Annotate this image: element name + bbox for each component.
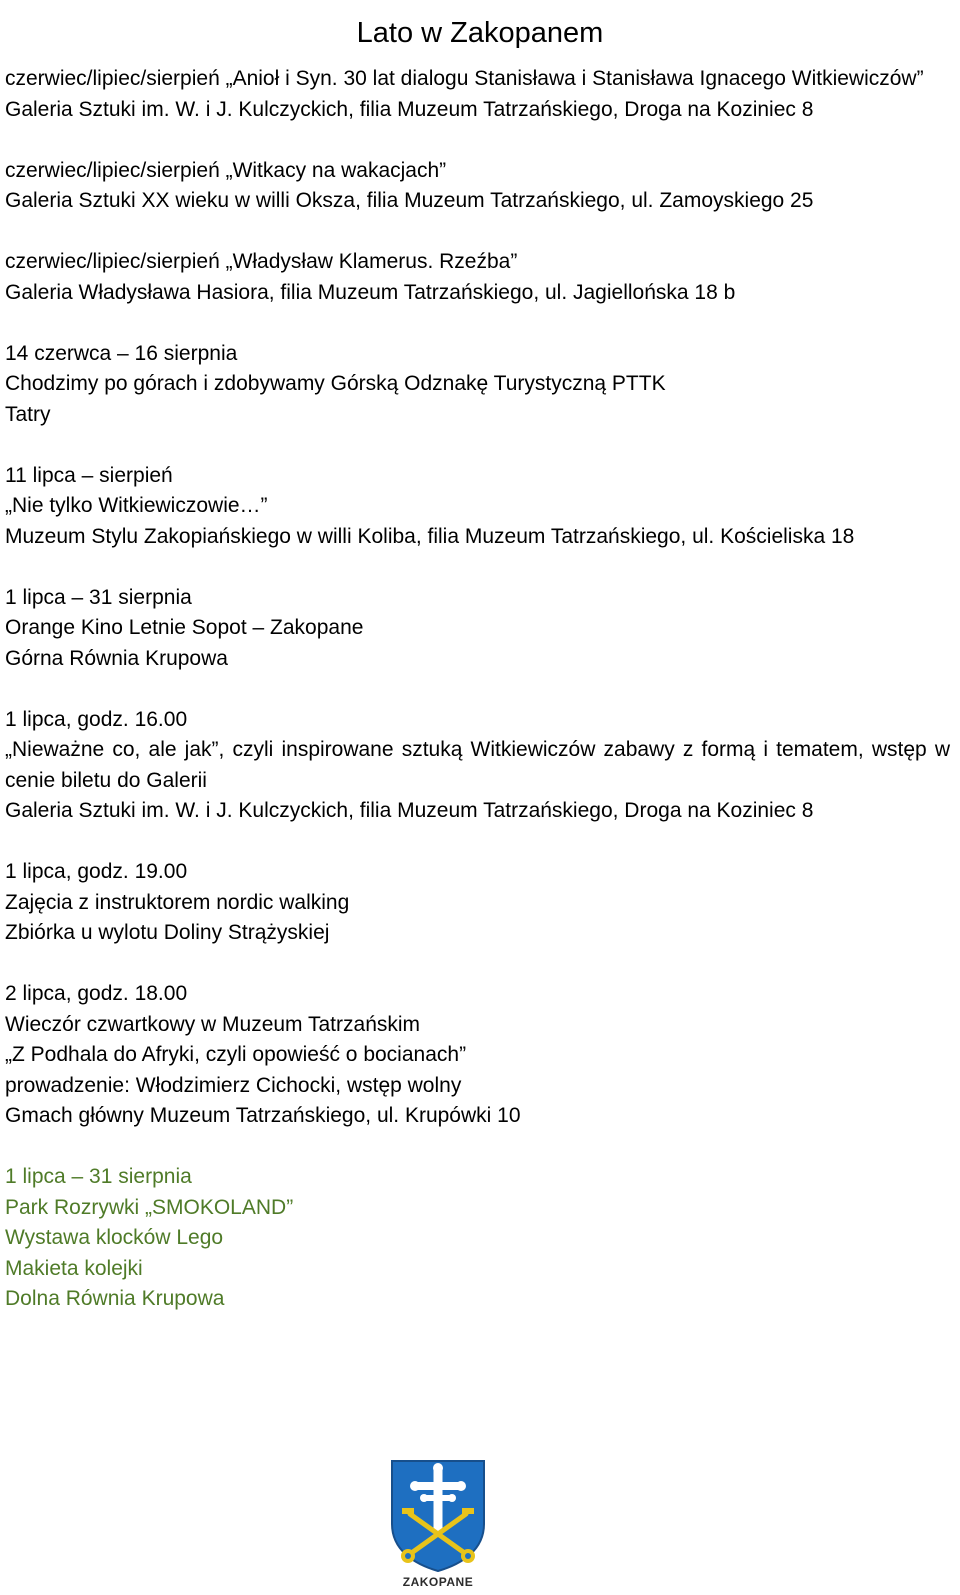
event-date: 1 lipca – 31 sierpnia [5,1165,192,1188]
event-item [5,857,950,949]
event-title: Orange Kino Letnie Sopot – Zakopane [5,616,364,639]
event-date: 1 lipca, godz. 19.00 [5,860,188,883]
zakopane-coat-of-arms-icon [386,1458,490,1572]
event-item [5,247,950,308]
event-item [5,64,950,125]
event-item [5,979,950,1132]
event-item [5,583,950,675]
event-venue: Galeria Władysława Hasiora, filia Muzeum Tatrzańskiego, ul. Jagiellońska 18 b [5,280,736,304]
event-venue: Tatry [5,402,51,426]
logo-caption: ZAKOPANE [402,1575,474,1589]
zakopane-logo [386,1458,490,1593]
event-item [5,705,950,827]
event-venue: Zbiórka u wylotu Doliny Strążyskiej [5,921,330,944]
event-list [5,64,950,1345]
event-date: 2 lipca, godz. 18.00 [5,982,188,1005]
event-venue: Gmach główny Muzeum Tatrzańskiego, ul. Krupówki 10 [5,1104,521,1127]
event-item [5,461,950,553]
event-venue: Górna Równia Krupowa [5,646,228,670]
event-host: prowadzenie: Włodzimierz Cichocki, wstęp wolny [5,1073,462,1097]
page-title: Lato w Zakopanem [356,17,604,50]
event-title: Zajęcia z instruktorem nordic walking [5,890,350,914]
event-detail: Wystawa klocków Lego [5,1226,224,1249]
event-date-and-title: czerwiec/lipiec/sierpień „Witkacy na wakacjach” [5,158,447,182]
event-item [5,156,950,217]
event-venue: Galeria Sztuki im. W. i J. Kulczyckich, filia Muzeum Tatrzańskiego, Droga na Koziniec 8 [5,799,814,822]
event-detail: Makieta kolejki [5,1256,143,1280]
event-date: 14 czerwca – 16 sierpnia [5,341,238,365]
event-title: Park Rozrywki „SMOKOLAND” [5,1195,294,1219]
event-date: 1 lipca – 31 sierpnia [5,585,192,609]
event-venue: Dolna Równia Krupowa [5,1287,225,1310]
event-date: 11 lipca – sierpień [5,463,173,487]
event-venue: Galeria Sztuki XX wieku w willi Oksza, filia Muzeum Tatrzańskiego, ul. Zamoyskiego 25 [5,189,814,212]
event-date-and-title: czerwiec/lipiec/sierpień „Anioł i Syn. 30 lat dialogu Stanisława i Stanisława Ignacego Witkiewiczów” [5,67,924,90]
event-title: „Nie tylko Witkiewiczowie…” [5,494,268,517]
event-title: „Nieważne co, ale jak”, czyli inspirowane sztuką Witkiewiczów zabawy z formą i tematem, wstęp w cenie biletu do Galerii [5,738,950,792]
event-venue: Galeria Sztuki im. W. i J. Kulczyckich, filia Muzeum Tatrzańskiego, Droga na Koziniec 8 [5,97,814,121]
event-subtitle: „Z Podhala do Afryki, czyli opowieść o bocianach” [5,1043,467,1066]
event-venue: Muzeum Stylu Zakopiańskiego w willi Koliba, filia Muzeum Tatrzańskiego, ul. Kościeliska 18 [5,524,855,548]
event-title: Wieczór czwartkowy w Muzeum Tatrzańskim [5,1012,421,1036]
event-date-and-title: czerwiec/lipiec/sierpień „Władysław Klamerus. Rzeźba” [5,250,518,273]
event-title: Chodzimy po górach i zdobywamy Górską Odznakę Turystyczną PTTK [5,372,666,395]
event-date: 1 lipca, godz. 16.00 [5,707,188,731]
event-item [5,339,950,431]
event-item-highlighted [5,1162,950,1315]
